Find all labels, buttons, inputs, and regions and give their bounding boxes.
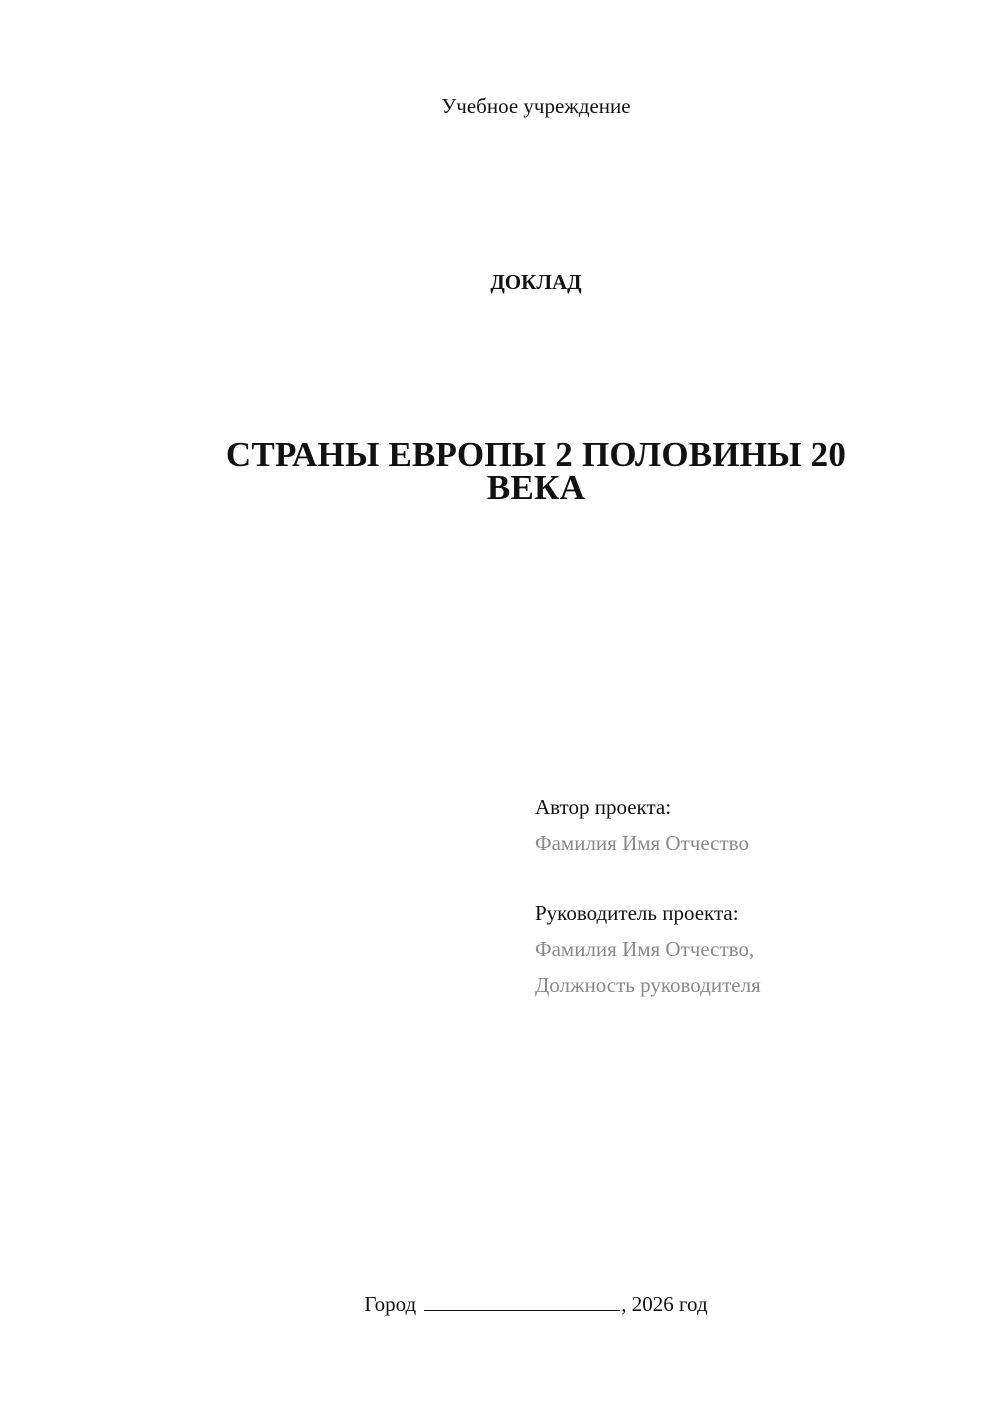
report-title-line-1: СТРАНЫ ЕВРОПЫ 2 ПОЛОВИНЫ 20	[225, 435, 847, 474]
year-text: , 2026 год	[621, 1292, 708, 1316]
project-info	[535, 789, 975, 1003]
document-type: ДОКЛАД	[490, 270, 582, 294]
report-title-line-2: ВЕКА	[486, 468, 586, 507]
info-spacer	[535, 861, 975, 895]
city-blank-line	[424, 1291, 620, 1311]
author-name: Фамилия Имя Отчество	[535, 831, 749, 855]
author-label: Автор проекта:	[535, 795, 672, 819]
city-year-line	[0, 1290, 1000, 1318]
city-label: Город	[364, 1292, 417, 1316]
supervisor-name: Фамилия Имя Отчество,	[535, 937, 755, 961]
institution-name: Учебное учреждение	[441, 94, 631, 118]
supervisor-position: Должность руководителя	[535, 973, 761, 997]
supervisor-label: Руководитель проекта:	[535, 901, 739, 925]
report-title	[180, 435, 892, 507]
